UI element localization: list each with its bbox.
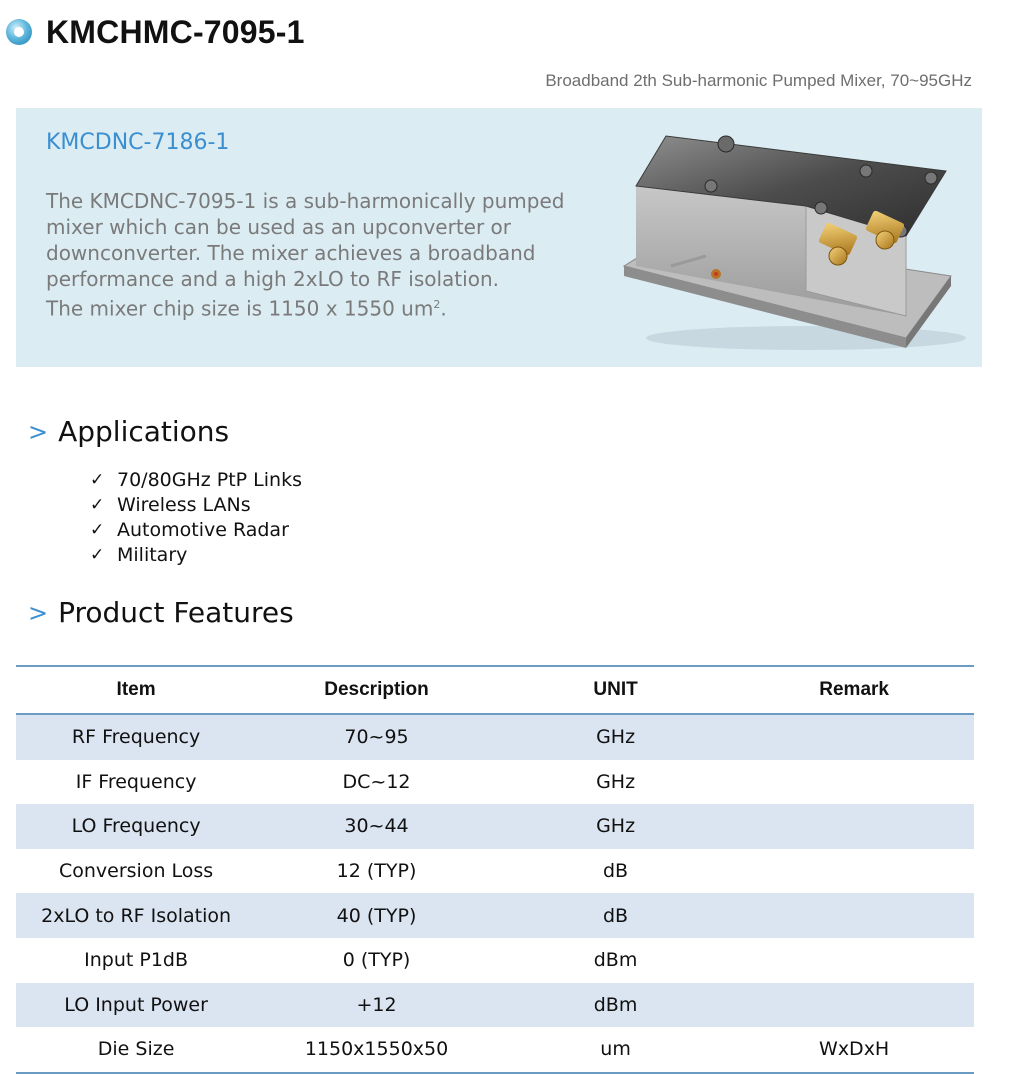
cell-remark: [734, 938, 974, 983]
applications-list: [90, 468, 302, 568]
application-label: Automotive Radar: [117, 519, 289, 541]
table-row: [16, 938, 974, 983]
table-row: [16, 1027, 974, 1073]
page-title-row: [6, 12, 305, 52]
column-header-description: Description: [256, 666, 497, 714]
cell-description: 0 (TYP): [342, 949, 411, 972]
circle-bullet-icon: [6, 19, 32, 45]
table-row: [16, 804, 974, 849]
cell-unit: GHz: [497, 804, 734, 849]
applications-title: Applications: [58, 415, 230, 448]
cell-remark: [734, 804, 974, 849]
cell-item: LO Input Power: [16, 983, 256, 1028]
cell-description: 30~44: [256, 804, 497, 849]
product-description: [46, 188, 606, 322]
check-icon: ✓: [90, 470, 105, 490]
cell-description: 12 (TYP): [336, 860, 417, 883]
applications-heading: [28, 415, 229, 448]
list-item: [90, 493, 302, 518]
features-heading: [28, 596, 294, 629]
chevron-right-icon: >: [28, 598, 49, 627]
list-item: [90, 518, 302, 543]
cell-description: 1150x1550x50: [256, 1027, 497, 1073]
table-row: [16, 714, 974, 760]
cell-remark: [734, 849, 974, 894]
column-header-remark: Remark: [734, 666, 974, 714]
cell-unit: dBm: [497, 983, 734, 1028]
page-subtitle: Broadband 2th Sub-harmonic Pumped Mixer, 70~95GHz: [545, 71, 972, 90]
column-header-item: Item: [16, 666, 256, 714]
chip-size-exponent: 2: [433, 298, 441, 311]
cell-unit: dBm: [593, 949, 638, 972]
cell-remark: [734, 760, 974, 805]
model-name: KMCDNC-7186-1: [46, 130, 230, 155]
mixer-module-image: [616, 116, 966, 360]
cell-remark: [734, 983, 974, 1028]
description-line: mixer which can be used as an upconverter or: [46, 215, 512, 239]
chip-size-suffix: .: [440, 296, 447, 321]
application-label: Wireless LANs: [117, 494, 251, 516]
table-header-row: [16, 666, 974, 714]
cell-remark: [734, 893, 974, 938]
features-title: Product Features: [58, 596, 294, 629]
chip-size-line: [46, 292, 606, 322]
cell-unit: dB: [603, 860, 629, 883]
intro-panel: [16, 108, 982, 367]
application-label: 70/80GHz PtP Links: [117, 469, 302, 491]
cell-remark: [734, 714, 974, 760]
chip-size-text: The mixer chip size is 1150 x 1550 um: [46, 296, 434, 321]
check-icon: ✓: [90, 495, 105, 515]
page-title: KMCHMC-7095-1: [46, 13, 305, 50]
application-label: Military: [117, 544, 188, 566]
cell-unit: GHz: [596, 770, 636, 793]
table-row: [16, 983, 974, 1028]
cell-item: 2xLO to RF Isolation: [16, 893, 256, 938]
table-row: [16, 760, 974, 805]
cell-item: Die Size: [16, 1027, 256, 1073]
cell-remark: WxDxH: [734, 1027, 974, 1073]
chevron-right-icon: >: [28, 417, 49, 446]
list-item: [90, 468, 302, 493]
cell-description: 40 (TYP): [256, 893, 497, 938]
cell-unit: dB: [497, 893, 734, 938]
cell-unit: GHz: [497, 714, 734, 760]
cell-item: LO Frequency: [16, 804, 256, 849]
cell-item: RF Frequency: [16, 714, 256, 760]
cell-description: DC~12: [342, 770, 411, 793]
cell-description: 70~95: [256, 714, 497, 760]
table-row: [16, 849, 974, 894]
cell-item: IF Frequency: [75, 770, 197, 793]
description-line: downconverter. The mixer achieves a broadband: [46, 241, 536, 265]
features-table: [16, 665, 974, 1074]
column-header-unit: UNIT: [497, 666, 734, 714]
cell-item: Conversion Loss: [58, 860, 214, 883]
cell-description: +12: [256, 983, 497, 1028]
cell-item: Input P1dB: [84, 949, 189, 972]
description-line: performance and a high 2xLO to RF isolation.: [46, 267, 499, 291]
cell-unit: um: [497, 1027, 734, 1073]
check-icon: ✓: [90, 520, 105, 540]
check-icon: ✓: [90, 545, 105, 565]
list-item: [90, 543, 302, 568]
description-line: The KMCDNC-7095-1 is a sub-harmonically pumped: [46, 189, 565, 213]
table-row: [16, 893, 974, 938]
